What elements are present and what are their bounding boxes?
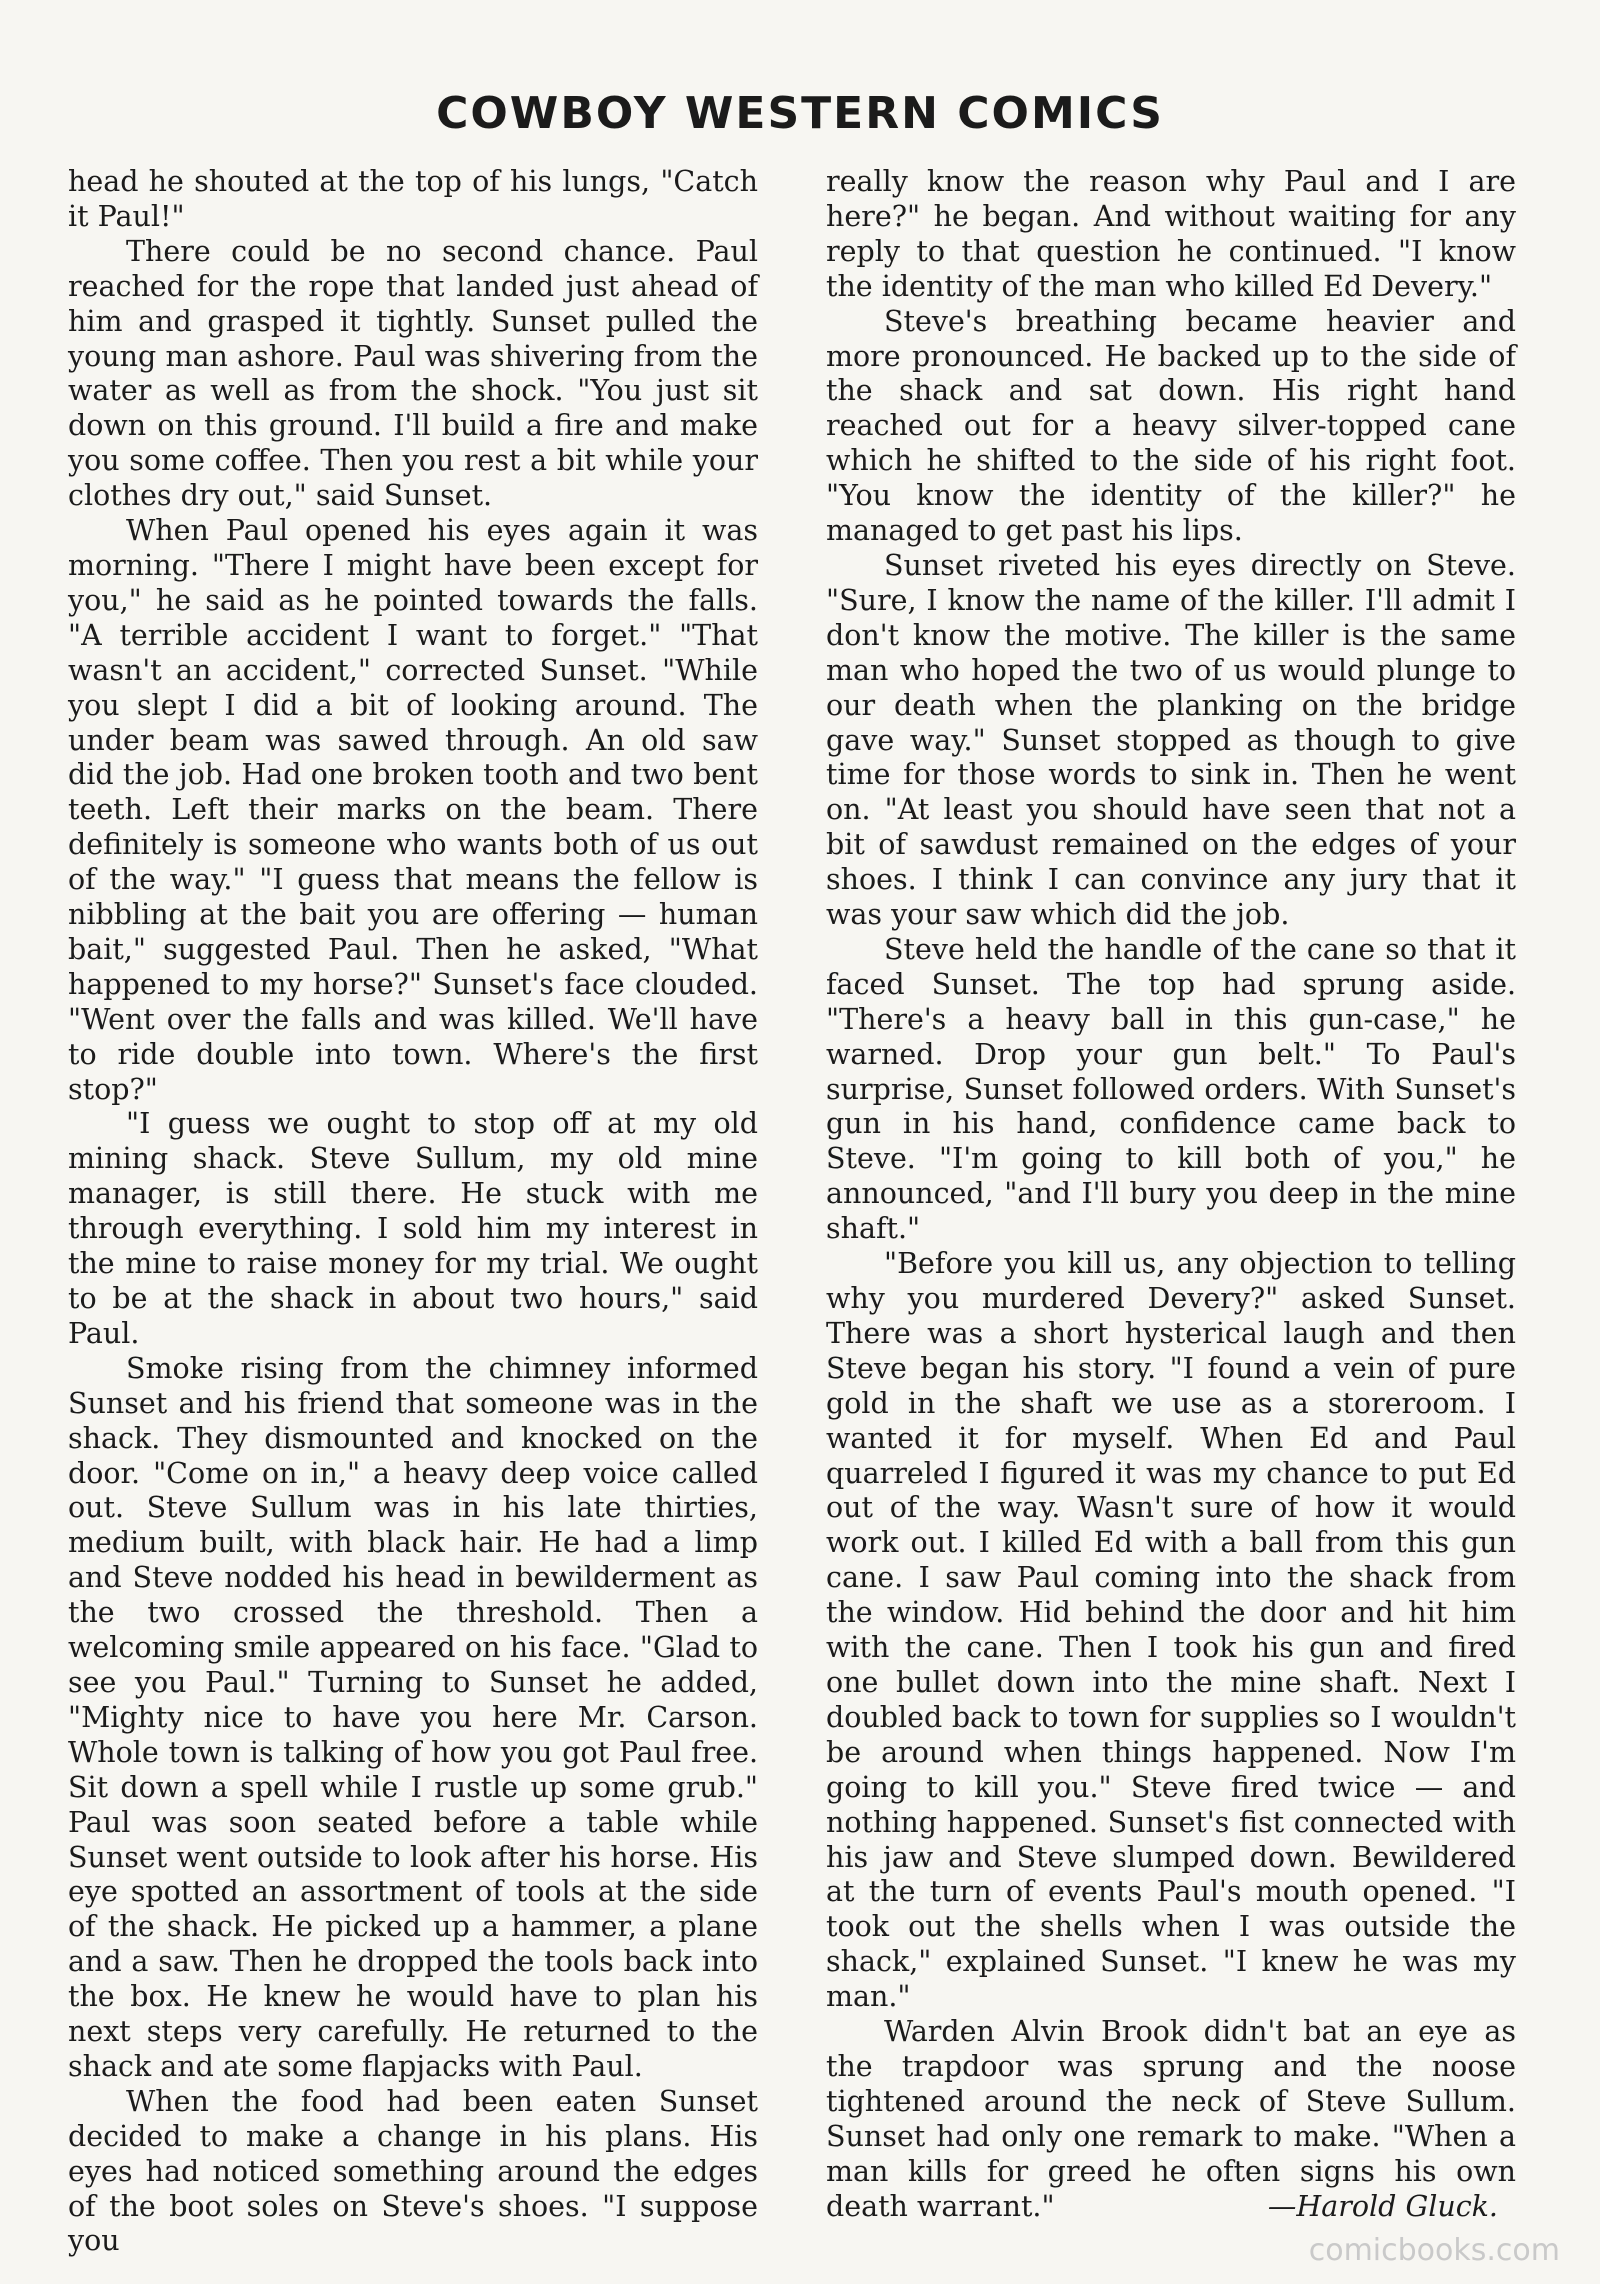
paragraph: Steve held the handle of the cane so that it faced Sunset. The top had sprung aside. "There's a heavy ball in this gun-case," he warned. Drop your gun belt." To Paul's surprise, Sunset followed orders. With Sunset's gun in his hand, confidence came back to Steve. "I'm going to kill both of you," he announced, "and I'll bury you deep in the mine shaft." <box>826 932 1516 1246</box>
left-column <box>68 165 758 2258</box>
paragraph: When Paul opened his eyes again it was morning. "There I might have been except for you," he said as he pointed towards the falls. "A terrible accident I want to forget." "That wasn't an accident," corrected Sunset. "While you slept I did a bit of looking around. The under beam was sawed through. An old saw did the job. Had one broken tooth and two bent teeth. Left their marks on the beam. There definitely is someone who wants both of us out of the way." "I guess that means the fellow is nibbling at the bait you are offering — human bait," suggested Paul. Then he asked, "What happened to my horse?" Sunset's face clouded. "Went over the falls and was killed. We'll have to ride double into town. Where's the first stop?" <box>68 514 758 1106</box>
page-title: COWBOY WESTERN COMICS <box>436 88 1164 139</box>
paragraph: head he shouted at the top of his lungs, "Catch it Paul!" <box>68 165 758 233</box>
author-signature: —Harold Gluck. <box>1267 2189 1498 2223</box>
paragraph: Steve's breathing became heavier and more pronounced. He backed up to the side of the shack and sat down. His right hand reached out for a heavy silver-topped cane which he shifted to the side of his right foot. "You know the identity of the killer?" he managed to get past his lips. <box>826 304 1516 548</box>
right-column <box>826 165 1516 2223</box>
paragraph: Smoke rising from the chimney informed Sunset and his friend that someone was in the shack. They dismounted and knocked on the door. "Come on in," a heavy deep voice called out. Steve Sullum was in his late thirties, medium built, with black hair. He had a limp and Steve nodded his head in bewilderment as the two crossed the threshold. Then a welcoming smile appeared on his face. "Glad to see you Paul." Turning to Sunset he added, "Mighty nice to have you here Mr. Carson. Whole town is talking of how you got Paul free. Sit down a spell while I rustle up some grub." Paul was soon seated before a table while Sunset went outside to look after his horse. His eye spotted an assortment of tools at the side of the shack. He picked up a hammer, a plane and a saw. Then he dropped the tools back into the box. He knew he would have to plan his next steps very carefully. He returned to the shack and ate some flapjacks with Paul. <box>68 1351 758 2083</box>
paragraph: There could be no second chance. Paul reached for the rope that landed just ahead of him and grasped it tightly. Sunset pulled the young man ashore. Paul was shivering from the water as well as from the shock. "You just sit down on this ground. I'll build a fire and make you some coffee. Then you rest a bit while your clothes dry out," said Sunset. <box>68 234 758 513</box>
paragraph: "I guess we ought to stop off at my old mining shack. Steve Sullum, my old mine manager, is still there. He stuck with me through everything. I sold him my interest in the mine to raise money for my trial. We ought to be at the shack in about two hours," said Paul. <box>68 1107 758 1350</box>
paragraph: "Before you kill us, any objection to telling why you murdered Devery?" asked Sunset. There was a short hysterical laugh and then Steve began his story. "I found a vein of pure gold in the shaft we use as a storeroom. I wanted it for myself. When Ed and Paul quarreled I figured it was my chance to put Ed out of the way. Wasn't sure of how it would work out. I killed Ed with a ball from this gun cane. I saw Paul coming into the shack from the window. Hid behind the door and hit him with the cane. Then I took his gun and fired one bullet down into the mine shaft. Next I doubled back to town for supplies so I wouldn't be around when things happened. Now I'm going to kill you." Steve fired twice — and nothing happened. Sunset's fist connected with his jaw and Steve slumped down. Bewildered at the turn of events Paul's mouth opened. "I took out the shells when I was outside the shack," explained Sunset. "I knew he was my man." <box>826 1247 1516 2014</box>
site-watermark: comicbooks.com <box>1308 2233 1560 2268</box>
paragraph: Sunset riveted his eyes directly on Steve. "Sure, I know the name of the killer. I'll admit I don't know the motive. The killer is the same man who hoped the two of us would plunge to our death when the planking on the bridge gave way." Sunset stopped as though to give time for those words to sink in. Then he went on. "At least you should have seen that not a bit of sawdust remained on the edges of your shoes. I think I can convince any jury that it was your saw which did the job. <box>826 548 1516 932</box>
paragraph: Warden Alvin Brook didn't bat an eye as the trapdoor was sprung and the noose tightened around the neck of Steve Sullum. Sunset had only one remark to make. "When a man kills for greed he often signs his own death warrant." <box>826 2015 1516 2223</box>
paragraph: When the food had been eaten Sunset decided to make a change in his plans. His eyes had noticed something around the edges of the boot soles on Steve's shoes. "I suppose you <box>68 2084 758 2258</box>
paragraph: really know the reason why Paul and I are here?" he began. And without waiting for any reply to that question he continued. "I know the identity of the man who killed Ed Devery." <box>826 165 1516 303</box>
